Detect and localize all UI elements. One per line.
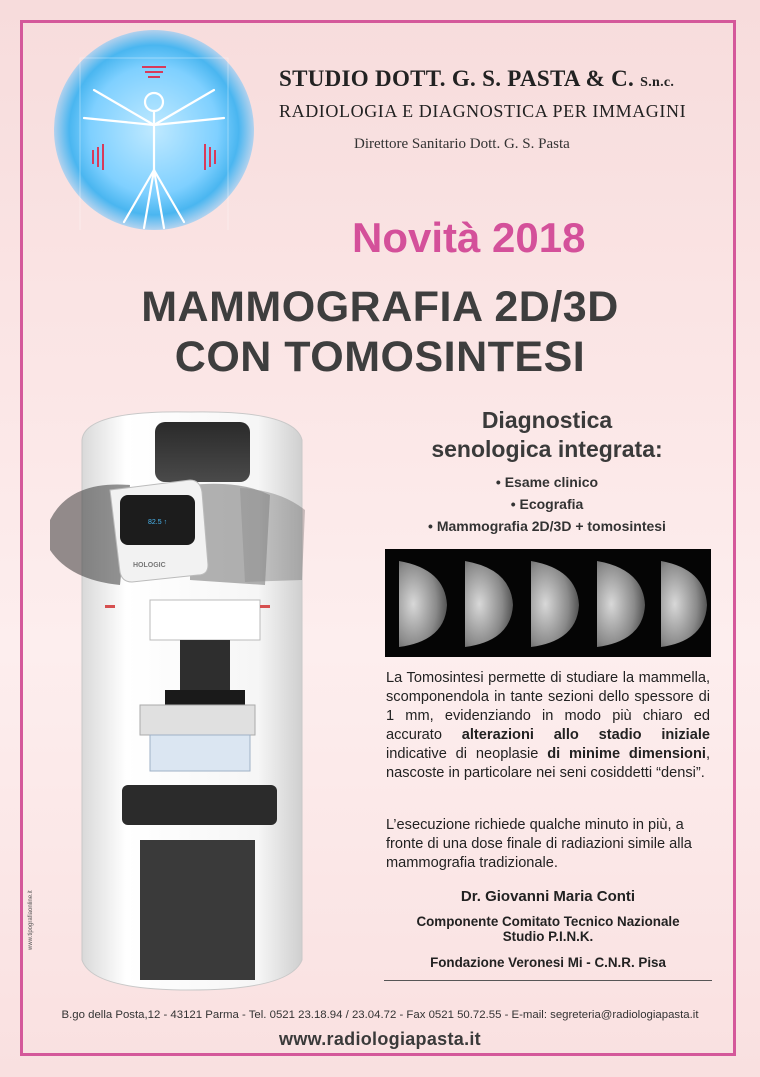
diagnostica-heading-line2: senologica integrata:: [431, 436, 663, 462]
divider: [384, 980, 712, 981]
description-paragraph-1: La Tomosintesi permette di studiare la mammella, scomponendola in tante sezioni dello spessore di 1 mm, evidenziando in modo più chiaro ed accurato alterazioni allo stadio iniziale indicative di neoplasie di minime dimensioni, nascoste in particolare nei seni cosiddetti “densi”.: [386, 670, 711, 781]
mammography-machine-image: [40, 400, 340, 1000]
description-paragraph-2: L’esecuzione richiede qualche minuto in più, a fronte di una dose finale di radiazioni simile alla mammografia tradizionale.: [386, 817, 692, 871]
main-title-line1: MAMMOGRAFIA 2D/3D: [141, 283, 619, 331]
diagnostica-heading: [392, 406, 702, 464]
foundation-line: Fondazione Veronesi Mi - C.N.R. Pisa: [430, 955, 666, 970]
director-line: Direttore Sanitario Dott. G. S. Pasta: [354, 136, 570, 152]
diagnostica-heading-line1: Diagnostica: [481, 407, 613, 433]
highlight-text: di minime dimensioni: [547, 746, 706, 762]
highlight-text: alterazioni allo stadio iniziale: [461, 727, 711, 743]
device-display: 82.5 ↑: [148, 519, 168, 526]
website-link[interactable]: www.radiologiapasta.it: [279, 1029, 481, 1049]
hologic-brand: HOLOGIC: [133, 562, 166, 569]
studio-suffix: S.n.c.: [640, 75, 675, 90]
vitruvian-man-icon: [54, 30, 254, 230]
diagnostica-list: [388, 471, 706, 537]
list-item: • Esame clinico: [495, 474, 599, 490]
printer-credit: www.tipografiaonline.it: [28, 890, 34, 950]
tomosynthesis-slices-image: [385, 549, 711, 657]
doctor-name: Dr. Giovanni Maria Conti: [460, 888, 636, 905]
studio-name: STUDIO DOTT. G. S. PASTA & C. S.n.c.: [279, 66, 675, 91]
main-title-line2: CON TOMOSINTESI: [174, 333, 586, 381]
studio-subtitle: RADIOLOGIA E DIAGNOSTICA PER IMMAGINI: [279, 101, 687, 121]
novita-heading: Novità 2018: [352, 214, 586, 261]
list-item: • Ecografia: [510, 496, 584, 512]
doctor-role: Componente Comitato Tecnico Nazionale Studio P.I.N.K.: [416, 914, 680, 944]
list-item: • Mammografia 2D/3D + tomosintesi: [428, 518, 666, 534]
vitruvian-man-logo: [54, 30, 254, 230]
footer-address: B.go della Posta,12 - 43121 Parma - Tel. 0521 23.18.94 / 23.04.72 - Fax 0521 50.72.55 - E-mail: segreteria@radiologiapasta.it: [61, 1009, 699, 1021]
